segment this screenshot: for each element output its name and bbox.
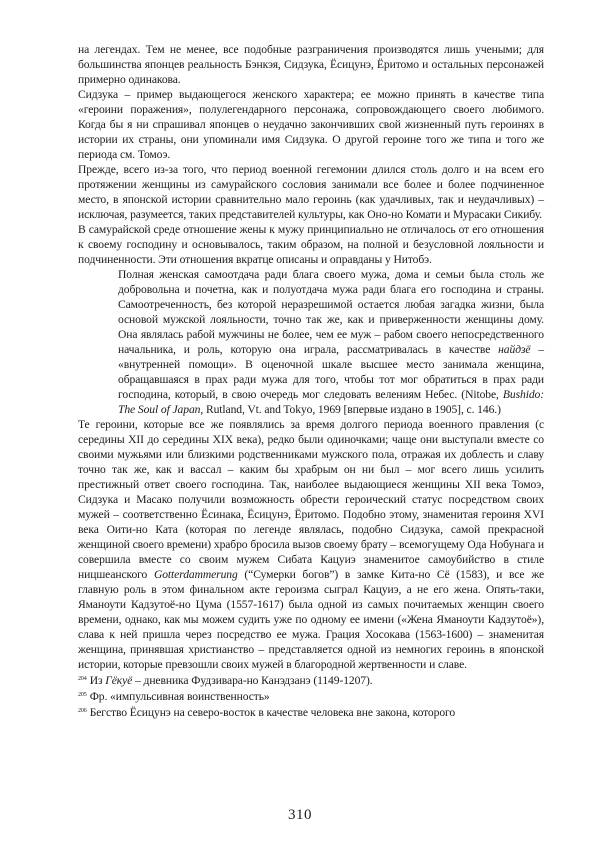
footnotes [78,672,544,720]
page-body [78,42,544,720]
footnote-text: – дневника Фудзивара-но Канэдзанэ (1149-1207). [132,674,373,687]
quote-term: найдзё [498,343,531,356]
footnote-text: Из [89,674,106,687]
paragraph-5-text-2: (“Сумерки богов”) в замке Кита-но Сё (1583), и все же главную роль в этом финальном акте героизма сыграл Кацуиэ, а не его жена. Опять-таки, Яманоути Кадзутоё-но Цума (1557-1617) была одной из самых почитаемых женщин своего времени, однако, как мы можем судить уже по одному ее имени («Жена Яманоути Кадзутоё»), слава к ней пришла через посредство ее мужа. Грация Хосокава (1563-1600) – знаменитая женщина, принявшая христианство – представляется одной из немногих героинь в японской истории, которые превзошли своих мужей в благородной жертвенности и славе. [78,568,544,671]
paragraph-5-text-1: Те героини, которые все же появлялись за время долгого периода военного правления (с середины XII до середины XIX века), редко были одиночками; чаще они выступали вместе со своими мужьями или близкими родственниками мужского пола, отражая их доблесть и славу точно так же, как и вассал – каким бы храбрым он ни был – мог всего лишь усилить престижный ответ своего господина. Так, наиболее выдающиеся женщины XII века Томоэ, Сидзука и Масако получили возможность обрести героический статус посредством своих мужей – соответственно Ёсинака, Ёсицунэ, Ёритомо. Подобно этому, знаменитая героиня XVI века Оити-но Ката (которая по легенде являлась, подобно Сидзука, самой прекрасной женщиной своего времени) храбро бросила вызов своему брату – всемогущему Ода Нобунага и совершила вместе со своим мужем Сибата Кацуиэ знаменитое самоубийство в стиле ницшеанского [78,418,544,581]
quote-text-2: – «внутренней помощи». В оценочной шкале высшее место занимала женщина, обращавшаяся в прах ради мужа для того, чтобы тот мог обратиться в прах ради господина, который, в свою очередь мог следовать велениям Небес. (Nitobe, [118,343,544,401]
footnote-206 [78,704,544,720]
footnote-number: 204 [78,676,87,682]
paragraph-5-term: Gotterdammerung [153,568,238,581]
paragraph-3: Прежде, всего из-за того, что период военной гегемонии длился столь долго и на всем его протяжении женщины из самурайского сословия занимали все более и более подчиненное место, в японской истории сравнительно мало героинь (как удачливых, так и неудачливых) – исключая, разумеется, таких представителей культуры, как Оно-но Комати и Мурасаки Сикибу. [78,163,544,221]
paragraph-2: Сидзука – пример выдающегося женского характера; ее можно принять в качестве типа «героини поражения», полулегендарного персонажа, сопровождающего своего любимого. Когда бы я ни спрашивал японцев о неудачно закончивших свой жизненный путь героинях в истории их страны, они упоминали имя Сидзука. О другой героине того же типа и того же периода см. Томоэ. [78,88,544,161]
footnote-italic: Гёкуё [105,674,133,687]
footnote-number: 206 [78,708,87,714]
quote-book-title: Bushido: The Soul of Japan [118,388,544,416]
paragraph-1: на легендах. Тем не менее, все подобные разграничения производятся лишь учеными; для большинства японцев реальность Бэнкэя, Сидзука, Ёсицунэ, Ёритомо и остальных персонажей примерно одинакова. [78,43,544,86]
quote-citation: , Rutland, Vt. and Tokyo, 1969 [впервые издано в 1905], с. 146.) [200,403,501,416]
footnote-text: Бегство Ёсицунэ на северо-восток в качестве человека вне закона, которого [89,706,456,719]
paragraph-5 [78,417,544,672]
quote-text-1: Полная женская самоотдача ради блага своего мужа, дома и семьи была столь же добровольна и почетна, как и полуотдача мужа ради блага его господина и страны. Самоотреченность, без которой неразрешимой остается любая загадка жизни, была основой мужской лояльности, точно так же, как и приверженности женщины дому. Она являлась рабой мужчины не более, чем ее муж – рабом своего непосредственного начальника, и роль, которую она играла, рассматривалась в качестве [118,268,544,356]
paragraph-4: В самурайской среде отношение жены к мужу принципиально не отличалось от его отношения к своему господину и основывалось, таким образом, на полной и безусловной лояльности и подчиненности. Эти отношения вкратце описаны и оправданы у Нитобэ. [78,223,544,266]
footnote-205 [78,688,544,704]
page-number: 310 [288,807,312,823]
footnote-text: Фр. «импульсивная воинственность» [89,690,270,703]
footnote-number: 205 [78,692,87,698]
footnote-204 [78,672,544,688]
block-quote [118,267,544,417]
